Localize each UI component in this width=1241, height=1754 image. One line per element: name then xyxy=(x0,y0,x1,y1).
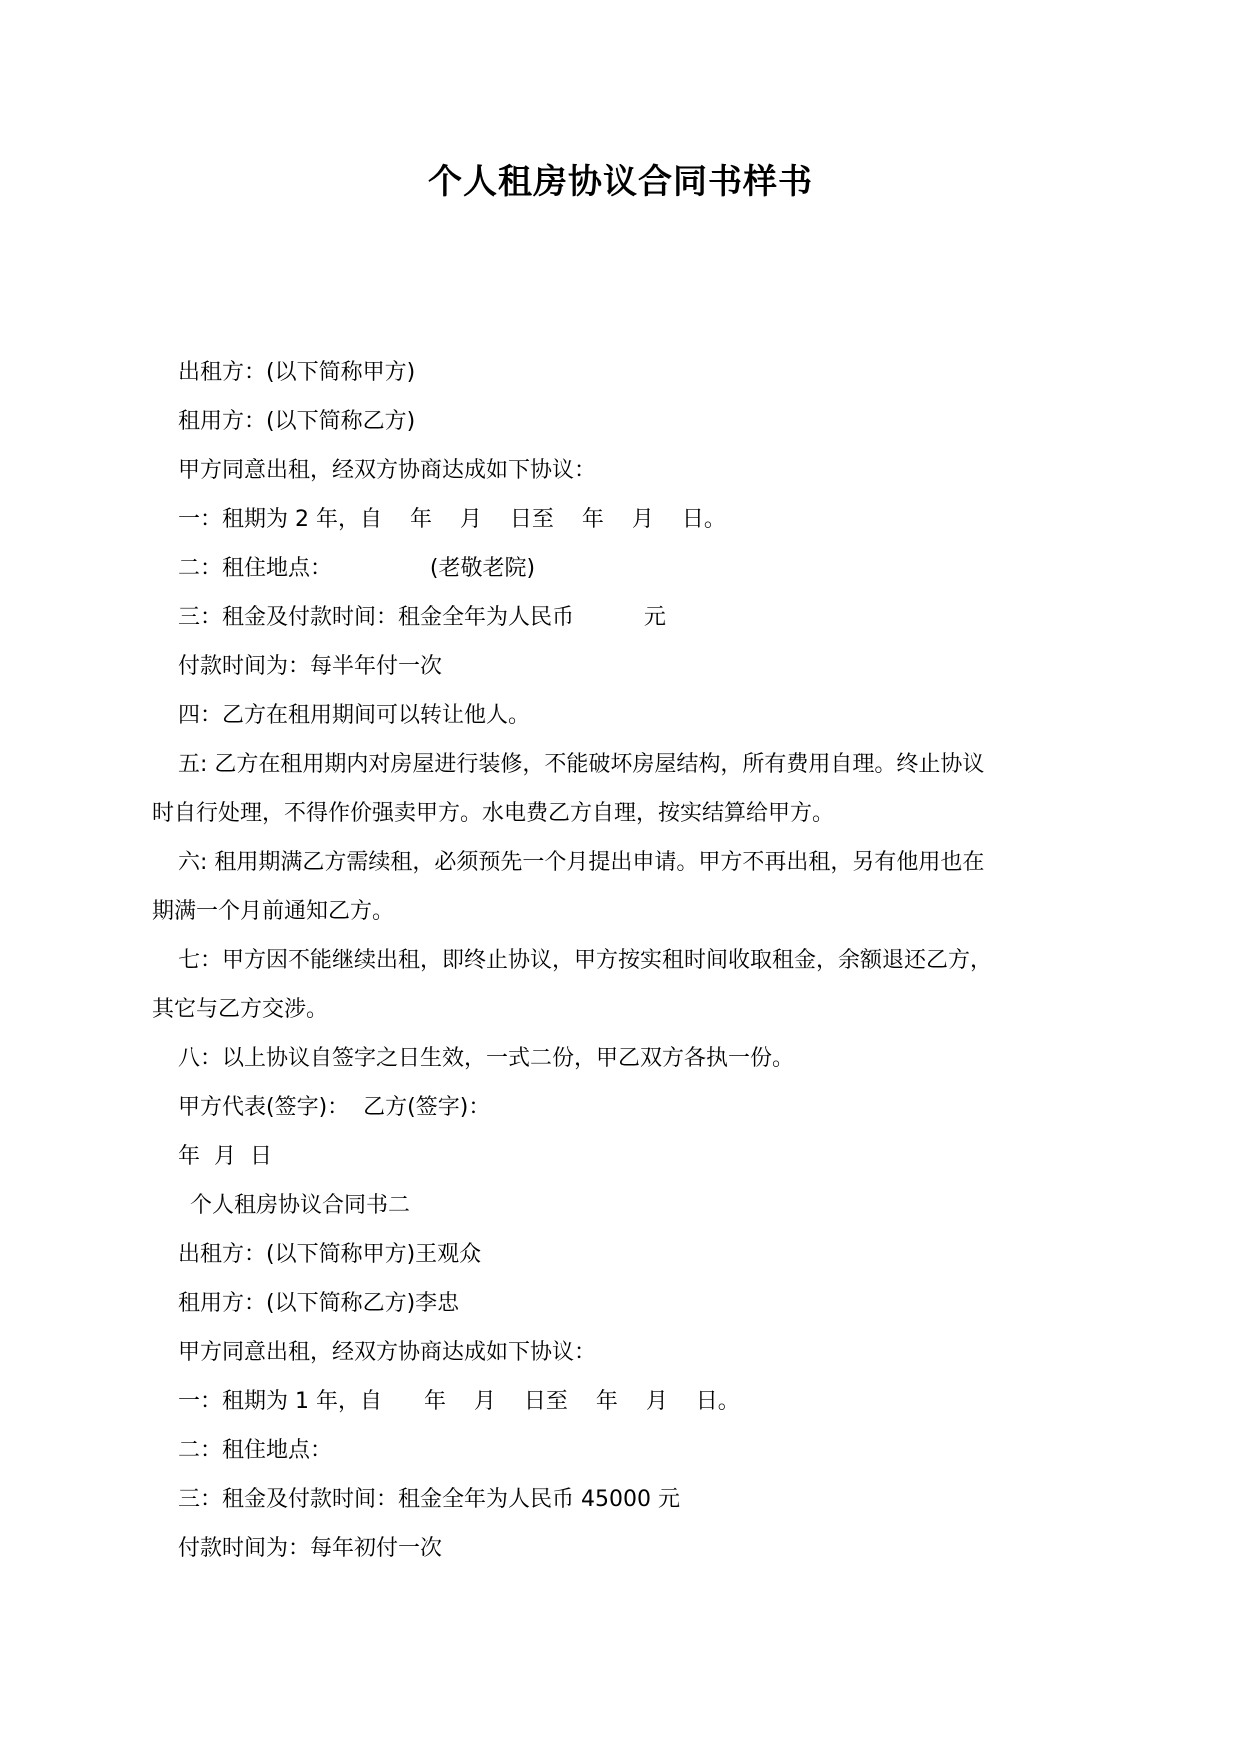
clause-6-renewal: 六: 租用期满乙方需续租，必须预先一个月提出申请。甲方不再出租，另有他用也在 xyxy=(178,850,985,875)
clause-3-rent: 三：租金及付款时间：租金全年为人民币 元 xyxy=(178,605,666,630)
clause-5-continued: 时自行处理，不得作价强卖甲方。水电费乙方自理，按实结算给甲方。 xyxy=(152,801,835,826)
lessee-line: 租用方：(以下简称乙方) xyxy=(178,409,416,434)
clause-1-term: 一：租期为 2 年，自 年 月 日至 年 月 日。 xyxy=(178,507,726,532)
second-agreement-intro: 甲方同意出租，经双方协商达成如下协议： xyxy=(178,1340,597,1365)
document-title: 个人租房协议合同书样书 xyxy=(428,162,813,202)
clause-2-address: 二：租住地点： (老敬老院) xyxy=(178,556,536,581)
agreement-intro: 甲方同意出租，经双方协商达成如下协议： xyxy=(178,458,597,483)
clause-7-termination: 七：甲方因不能继续出租，即终止协议，甲方按实租时间收取租金，余额退还乙方， xyxy=(178,948,993,973)
signature-line: 甲方代表(签字)： 乙方(签字)： xyxy=(178,1095,491,1120)
clause-4-transfer: 四：乙方在租用期间可以转让他人。 xyxy=(178,703,531,728)
second-contract-title: 个人租房协议合同书二 xyxy=(190,1193,411,1218)
clause-8-effective: 八：以上协议自签字之日生效，一式二份，甲乙双方各执一份。 xyxy=(178,1046,795,1071)
signature-date: 年 月 日 xyxy=(178,1144,272,1169)
clause-6-continued: 期满一个月前通知乙方。 xyxy=(152,899,395,924)
clause-7-continued: 其它与乙方交涉。 xyxy=(152,997,329,1022)
second-lessor-line: 出租方：(以下简称甲方)王观众 xyxy=(178,1242,482,1267)
lessor-line: 出租方：(以下简称甲方) xyxy=(178,360,416,385)
second-clause-3-rent: 三：租金及付款时间：租金全年为人民币 45000 元 xyxy=(178,1487,680,1512)
payment-schedule: 付款时间为：每半年付一次 xyxy=(178,654,443,679)
second-payment-schedule: 付款时间为：每年初付一次 xyxy=(178,1536,443,1561)
second-lessee-line: 租用方：(以下简称乙方)李忠 xyxy=(178,1291,460,1316)
second-clause-2-address: 二：租住地点： xyxy=(178,1438,333,1463)
second-clause-1-term: 一：租期为 1 年，自 年 月 日至 年 月 日。 xyxy=(178,1389,740,1414)
clause-5-renovation: 五: 乙方在租用期内对房屋进行装修，不能破坏房屋结构，所有费用自理。终止协议 xyxy=(178,752,985,777)
